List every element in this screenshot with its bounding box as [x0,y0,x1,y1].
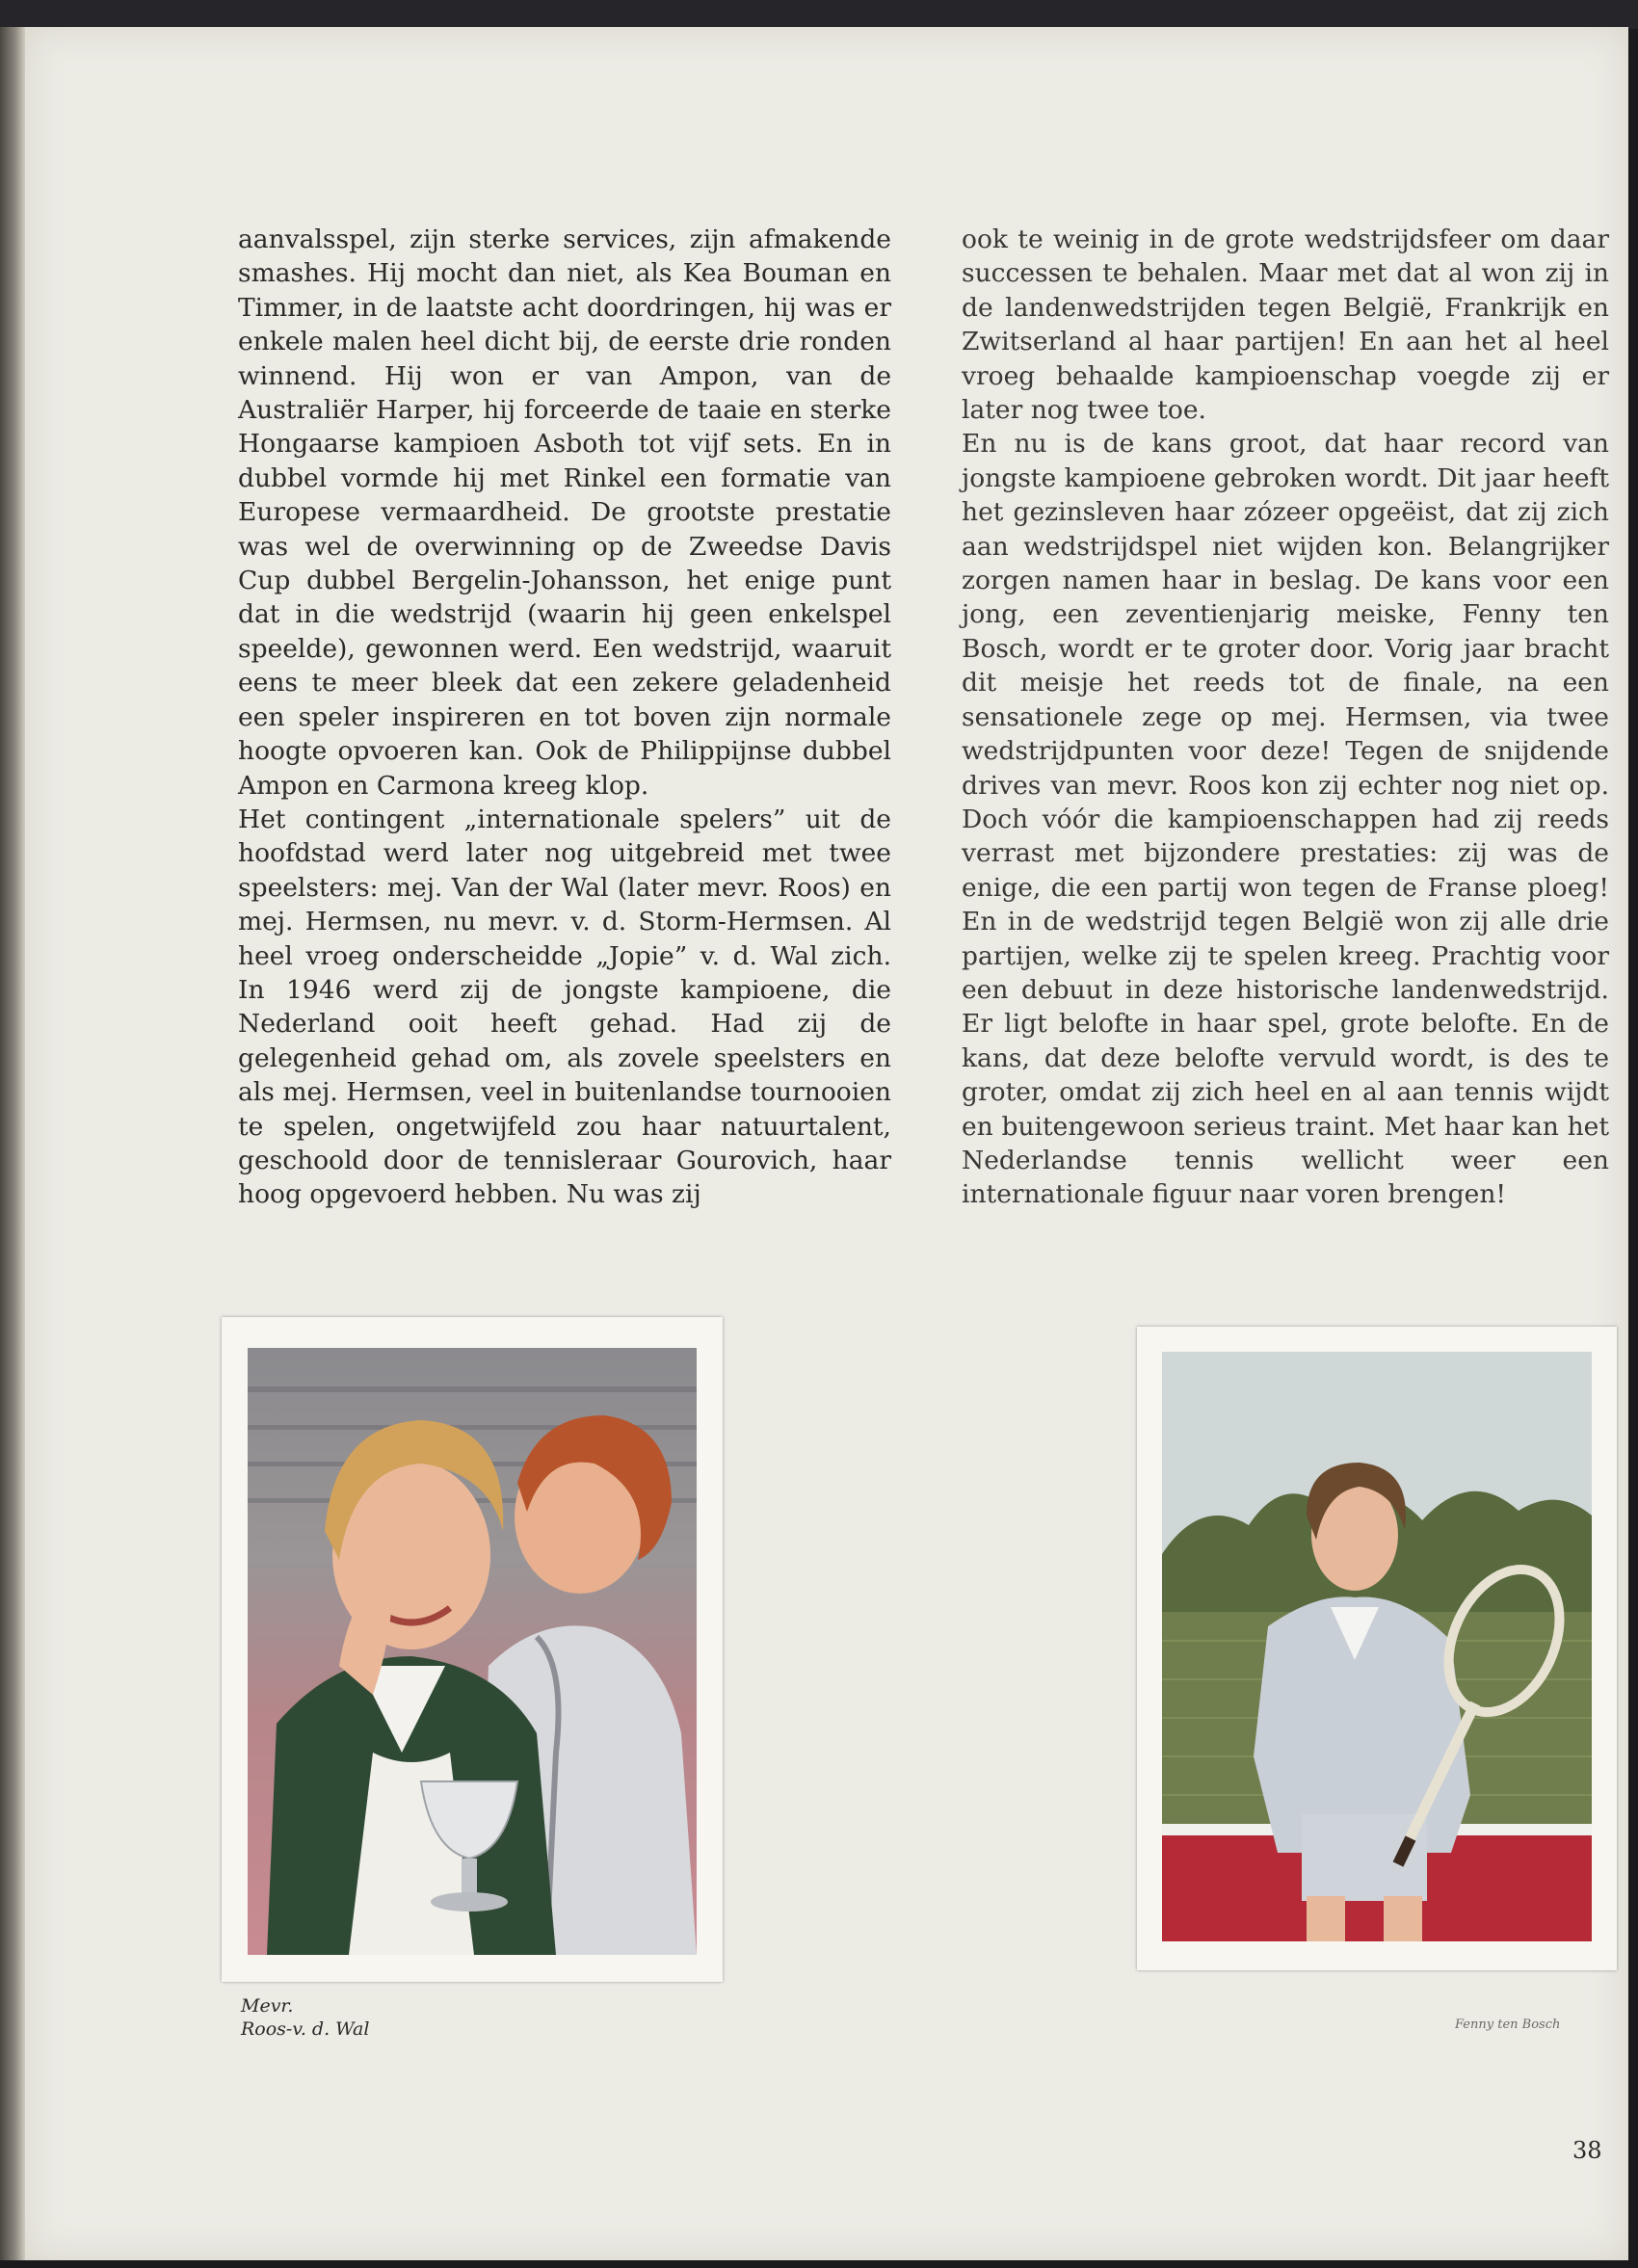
photo-card-roos [222,1317,723,1982]
right-text-column [962,223,1609,1212]
caption-left-line-2: Roos-v. d. Wal [241,2018,370,2040]
page-number: 38 [1572,2137,1602,2164]
left-text-column [238,223,891,1212]
caption-left [241,1994,369,2041]
caption-left-line-1: Mevr. [241,1995,294,2017]
scan-top-edge [0,0,1638,29]
left-paragraph-2: Het contingent „internationale spelers” uit de hoofdstad werd later nog uitgebreid met twee speelsters: mej. Van der Wal (later mevr. Roos) en mej. Hermsen, nu mevr. v. d. Storm-Hermsen. Al heel vroeg onderscheidde „Jopie” v. d. Wal zich. In 1946 werd zij de jongste kampioene, die Nederland ooit heeft gehad. Had zij de gelegenheid gehad om, als zovele speelsters en als mej. Hermsen, veel in buitenlandse tournooien te spelen, ongetwijfeld zou haar natuurtalent, geschoold door de tennisleraar Gourovich, haar hoog opgevoerd hebben. Nu was zij [238,804,891,1210]
left-paragraph-1: aanvalsspel, zijn sterke services, zijn afmakende smashes. Hij mocht dan niet, als Kea Bouman en Timmer, in de laatste acht doordringen, hij was er enkele malen heel dicht bij, de eerste drie ronden winnend. Hij won er van Ampon, van de Australiër Harper, hij forceerde de taaie en sterke Hongaarse kampioen Asboth tot vijf sets. En in dubbel vormde hij met Rinkel een formatie van Europese vermaardheid. De grootste prestatie was wel de overwinning op de Zweedse Davis Cup dubbel Bergelin-Johansson, het enige punt dat in die wedstrijd (waarin hij geen enkelspel speelde), gewonnen werd. Een wedstrijd, waaruit eens te meer bleek dat een zekere geladenheid een speler inspireren en tot boven zijn normale hoogte opvoeren kan. Ook de Philippijnse dubbel Ampon en Carmona kreeg klop. [238,224,891,801]
photo-card-ten-bosch [1137,1327,1617,1970]
photo-fenny-ten-bosch [1162,1352,1592,1941]
right-paragraph-2: En nu is de kans groot, dat haar record van jongste kampioene gebroken wordt. Dit jaar heeft het gezinsleven haar zózeer opgeëist, dat zij zich aan wedstrijdspel niet wijden kon. Belangrijker zorgen namen haar in beslag. De kans voor een jong, een zeventienjarig meiske, Fenny ten Bosch, wordt er te groter door. Vorig jaar bracht dit meisje het reeds tot de finale, na een sensationele zege op mej. Hermsen, via twee wedstrijdpunten voor deze! Tegen de snijdende drives van mevr. Roos kon zij echter nog niet op. Doch vóór die kampioenschappen had zij reeds verrast met bijzondere prestaties: zij was de enige, die een partij won tegen de Franse ploeg! En in de wedstrijd tegen België won zij alle drie partijen, welke zij te spelen kreeg. Prachtig voor een debuut in deze historische landenwedstrijd. Er ligt belofte in haar spel, grote belofte. En de kans, dat deze belofte vervuld wordt, is des te groter, omdat zij zich heel en al aan tennis wijdt en buitengewoon serieus traint. Met haar kan het Nederlandse tennis wellicht weer een internationale figuur naar voren brengen! [962,429,1609,1210]
right-paragraph-1: ook te weinig in de grote wedstrijdsfeer om daar successen te behalen. Maar met dat al won zij in de landenwedstrijden tegen België, Frankrijk en Zwitserland al haar partijen! En aan het al heel vroeg behaalde kampioenschap voegde zij er later nog twee toe. [962,224,1609,426]
book-spine [0,27,25,2260]
photo-roos-van-der-wal [248,1348,697,1955]
caption-right: Fenny ten Bosch [1455,2017,1561,2032]
